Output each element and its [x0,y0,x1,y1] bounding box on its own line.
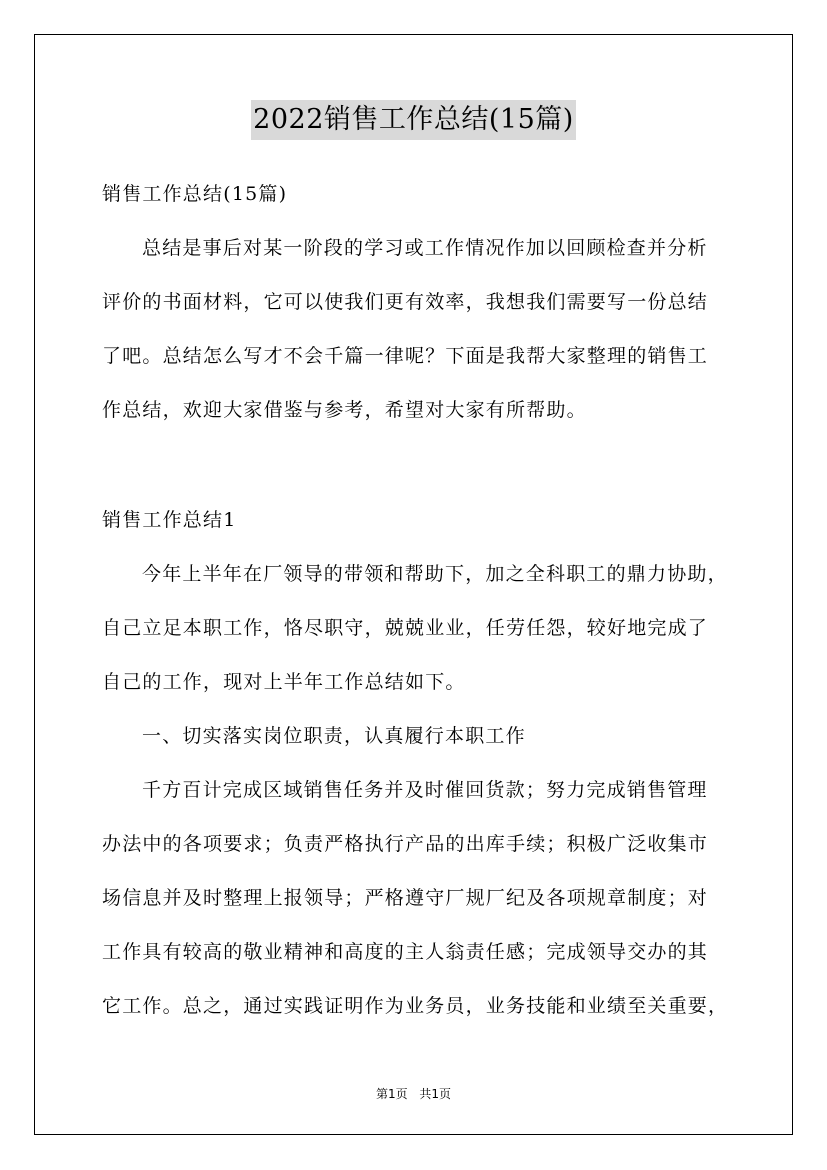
paragraph-line: 今年上半年在厂领导的带领和帮助下，加之全科职工的鼎力协助， [142,563,728,585]
paragraph-line: 工作具有较高的敬业精神和高度的主人翁责任感；完成领导交办的其 [102,941,709,963]
section-heading: 销售工作总结1 [102,509,237,531]
document-title: 2022销售工作总结(15篇) [251,100,576,140]
page-total: 共1页 [419,1087,452,1101]
paragraph-line: 自己的工作，现对上半年工作总结如下。 [102,671,466,693]
paragraph-line: 办法中的各项要求；负责严格执行产品的出库手续；积极广泛收集市 [102,833,709,855]
paragraph-line: 场信息并及时整理上报领导；严格遵守厂规厂纪及各项规章制度；对 [102,887,709,909]
paragraph-line: 自己立足本职工作，恪尽职守，兢兢业业，任劳任怨，较好地完成了 [102,617,709,639]
intro-line: 作总结，欢迎大家借鉴与参考，希望对大家有所帮助。 [102,399,587,421]
paragraph-line: 千方百计完成区域销售任务并及时催回货款；努力完成销售管理 [142,779,708,801]
title-container [0,100,827,140]
document-subtitle: 销售工作总结(15篇) [102,183,288,205]
subheading: 一、切实落实岗位职责，认真履行本职工作 [142,725,526,747]
intro-line: 总结是事后对某一阶段的学习或工作情况作加以回顾检查并分析 [142,237,708,259]
page-footer [0,1085,827,1102]
paragraph-line: 它工作。总之，通过实践证明作为业务员，业务技能和业绩至关重要， [102,995,729,1017]
intro-line: 了吧。总结怎么写才不会千篇一律呢？下面是我帮大家整理的销售工 [102,345,709,367]
page-number: 第1页 [375,1087,408,1101]
intro-line: 评价的书面材料，它可以使我们更有效率，我想我们需要写一份总结 [102,291,709,313]
